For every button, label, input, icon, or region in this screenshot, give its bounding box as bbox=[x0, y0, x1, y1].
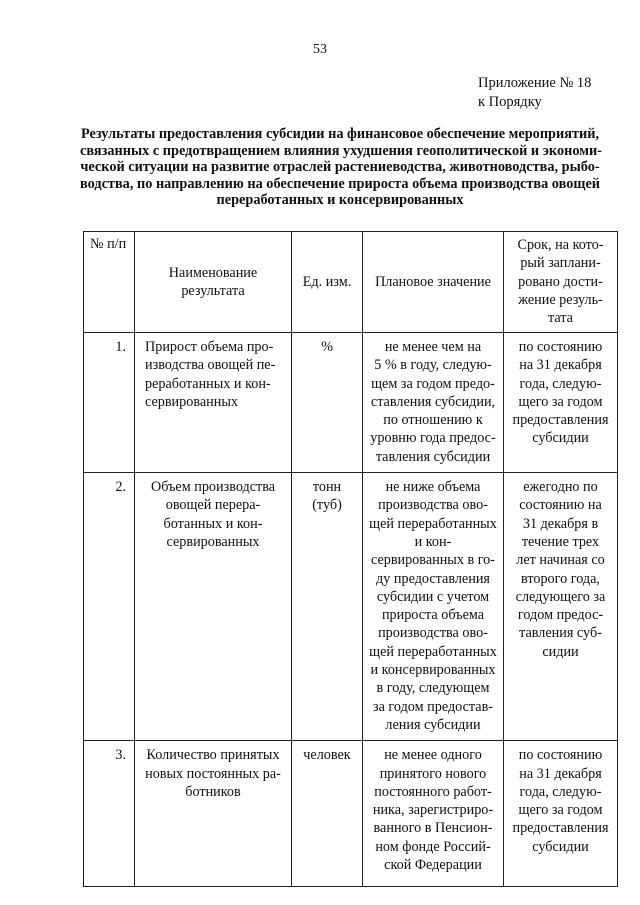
row-deadline-line: состоянию на bbox=[519, 497, 602, 514]
header-deadline-line: рый заплани- bbox=[520, 255, 601, 272]
row-plan-line: сервированных в го- bbox=[370, 552, 496, 569]
row-unit-cell bbox=[292, 473, 363, 741]
row-plan-cell bbox=[363, 741, 504, 887]
row-name-line: сервированных bbox=[166, 533, 260, 550]
row-name-line: ботанных и кон- bbox=[163, 515, 263, 532]
header-unit-text: Ед. изм. bbox=[302, 273, 352, 290]
row-deadline-line: щего за годом bbox=[518, 802, 603, 819]
row-name-line: сервированных bbox=[145, 393, 238, 410]
row-deadline-line: предоставления bbox=[512, 412, 609, 429]
page-number: 53 bbox=[313, 42, 327, 57]
header-unit bbox=[292, 232, 363, 333]
row-deadline-line: на 31 декабря bbox=[519, 765, 602, 782]
table-header-row bbox=[84, 232, 618, 333]
document-title bbox=[80, 126, 600, 209]
row-plan-line: 5 % в году, следую- bbox=[374, 357, 492, 374]
row-deadline-line: второго года, bbox=[521, 570, 600, 587]
row-deadline-line: на 31 декабря bbox=[519, 357, 602, 374]
row-plan-line: принятого нового bbox=[379, 765, 487, 782]
row-plan-line: в году, следующем bbox=[376, 680, 490, 697]
appendix-reference bbox=[478, 74, 591, 112]
row-deadline-line: годом предос- bbox=[517, 607, 604, 624]
header-name-line: результата bbox=[181, 283, 245, 299]
row-plan-line: ду предоставления bbox=[376, 570, 490, 587]
row-plan-line: производства ово- bbox=[378, 625, 488, 642]
row-unit: человек bbox=[303, 747, 351, 764]
row-plan-line: не менее одного bbox=[384, 747, 482, 764]
row-plan-line: щей переработанных bbox=[369, 515, 497, 532]
row-number: 2. bbox=[115, 479, 126, 496]
row-deadline-line: по состоянию bbox=[518, 747, 603, 764]
row-deadline-line: лет начиная со bbox=[516, 552, 605, 569]
appendix-line: Приложение № 18 bbox=[478, 75, 592, 91]
row-deadline-cell bbox=[504, 741, 618, 887]
row-name-line: овощей перера- bbox=[165, 497, 261, 514]
row-deadline-line: года, следую- bbox=[519, 783, 602, 800]
row-unit: тонн bbox=[312, 479, 342, 496]
row-deadline-line: предоставления bbox=[512, 820, 609, 837]
header-plan bbox=[363, 232, 504, 333]
row-deadline-line: года, следую- bbox=[519, 375, 602, 392]
row-deadline-line: по состоянию bbox=[518, 339, 603, 355]
row-name-cell bbox=[135, 333, 292, 473]
row-plan-line: ника, зарегистриро- bbox=[372, 802, 494, 819]
row-name-line: изводства овощей пе- bbox=[145, 357, 276, 374]
row-plan-line: ставления субсидии, bbox=[370, 393, 496, 410]
row-plan-line: субсидии с учетом bbox=[376, 588, 490, 605]
row-plan-line: ванного в Пенсион- bbox=[373, 820, 493, 837]
row-plan-line: производства ово- bbox=[378, 497, 488, 514]
row-deadline-line: 31 декабря в bbox=[522, 515, 599, 532]
appendix-line: к Порядку bbox=[478, 94, 542, 110]
row-unit: (туб) bbox=[312, 497, 342, 514]
title-line: ческой ситуации на развитие отраслей растениеводства, животноводства, рыбо- bbox=[80, 159, 600, 175]
row-plan-cell bbox=[363, 333, 504, 473]
row-number-cell bbox=[84, 333, 135, 473]
row-plan-line: и консервированных bbox=[370, 662, 496, 679]
row-plan-cell bbox=[363, 473, 504, 741]
row-unit-cell bbox=[292, 333, 363, 473]
row-name-line: новых постоянных ра- bbox=[145, 765, 281, 782]
header-name-line: Наименование bbox=[168, 264, 258, 281]
table-row bbox=[84, 333, 618, 473]
row-name-cell bbox=[135, 741, 292, 887]
header-deadline-line: ровано дости- bbox=[518, 273, 603, 290]
row-plan-line: прироста объема bbox=[381, 607, 485, 624]
row-plan-line: ской Федерации bbox=[384, 857, 482, 874]
row-deadline-cell bbox=[504, 473, 618, 741]
row-plan-line: уровню года предос- bbox=[370, 430, 496, 447]
row-plan-line: щем за годом предо- bbox=[371, 375, 495, 392]
row-name-line: Объем производства bbox=[150, 479, 276, 496]
row-deadline-line: сидии bbox=[542, 643, 579, 660]
row-plan-line: постоянного работ- bbox=[374, 783, 492, 800]
title-line: водства, по направлению на обеспечение прироста объема производства овощей bbox=[80, 175, 601, 192]
row-unit-cell bbox=[292, 741, 363, 887]
header-deadline-line: тата bbox=[548, 310, 573, 327]
header-number: № п/п bbox=[84, 232, 135, 333]
row-name-line: реработанных и кон- bbox=[145, 375, 271, 392]
row-deadline-line: течение трех bbox=[521, 533, 600, 550]
row-deadline-line: субсидии bbox=[532, 838, 589, 855]
row-deadline-line: ежегодно по bbox=[523, 479, 598, 496]
row-plan-line: за годом предостав- bbox=[372, 698, 494, 715]
row-plan-line: тавления субсидии bbox=[375, 448, 491, 465]
header-deadline-line: жение резуль- bbox=[518, 291, 603, 308]
row-name-line: Прирост объема про- bbox=[145, 339, 274, 355]
header-deadline-line: Срок, на кото- bbox=[517, 237, 604, 253]
title-line: связанных с предотвращением влияния ухудшения геополитической и экономи- bbox=[80, 142, 602, 159]
row-number-cell bbox=[84, 741, 135, 887]
row-deadline-cell bbox=[504, 333, 618, 473]
title-line: Результаты предоставления субсидии на финансовое обеспечение мероприятий, bbox=[80, 126, 600, 142]
row-name-line: ботников bbox=[185, 783, 241, 800]
row-deadline-line: щего за годом bbox=[518, 393, 603, 410]
table-row bbox=[84, 473, 618, 741]
title-line: переработанных и консервированных bbox=[216, 192, 464, 208]
row-name-cell bbox=[135, 473, 292, 741]
row-plan-line: не менее чем на bbox=[384, 339, 482, 355]
row-plan-line: ления субсидии bbox=[385, 716, 481, 733]
row-plan-line: ном фонде Россий- bbox=[375, 838, 491, 855]
results-table bbox=[83, 231, 618, 887]
row-plan-line: не ниже объема bbox=[385, 479, 481, 496]
row-number-cell bbox=[84, 473, 135, 741]
header-plan-text: Плановое значение bbox=[375, 273, 491, 290]
row-number: 3. bbox=[115, 747, 126, 764]
header-deadline bbox=[504, 232, 618, 333]
table-row bbox=[84, 741, 618, 887]
row-plan-line: щей переработанных bbox=[369, 643, 497, 660]
row-name-line: Количество принятых bbox=[146, 747, 280, 764]
row-deadline-line: следующего за bbox=[515, 588, 606, 605]
row-plan-line: по отношению к bbox=[383, 412, 483, 429]
header-name bbox=[135, 232, 292, 333]
row-deadline-line: субсидии bbox=[532, 430, 589, 447]
row-plan-line: и кон- bbox=[414, 533, 452, 550]
row-unit: % bbox=[321, 339, 333, 355]
row-number: 1. bbox=[115, 339, 126, 355]
row-deadline-line: тавления суб- bbox=[519, 625, 602, 642]
